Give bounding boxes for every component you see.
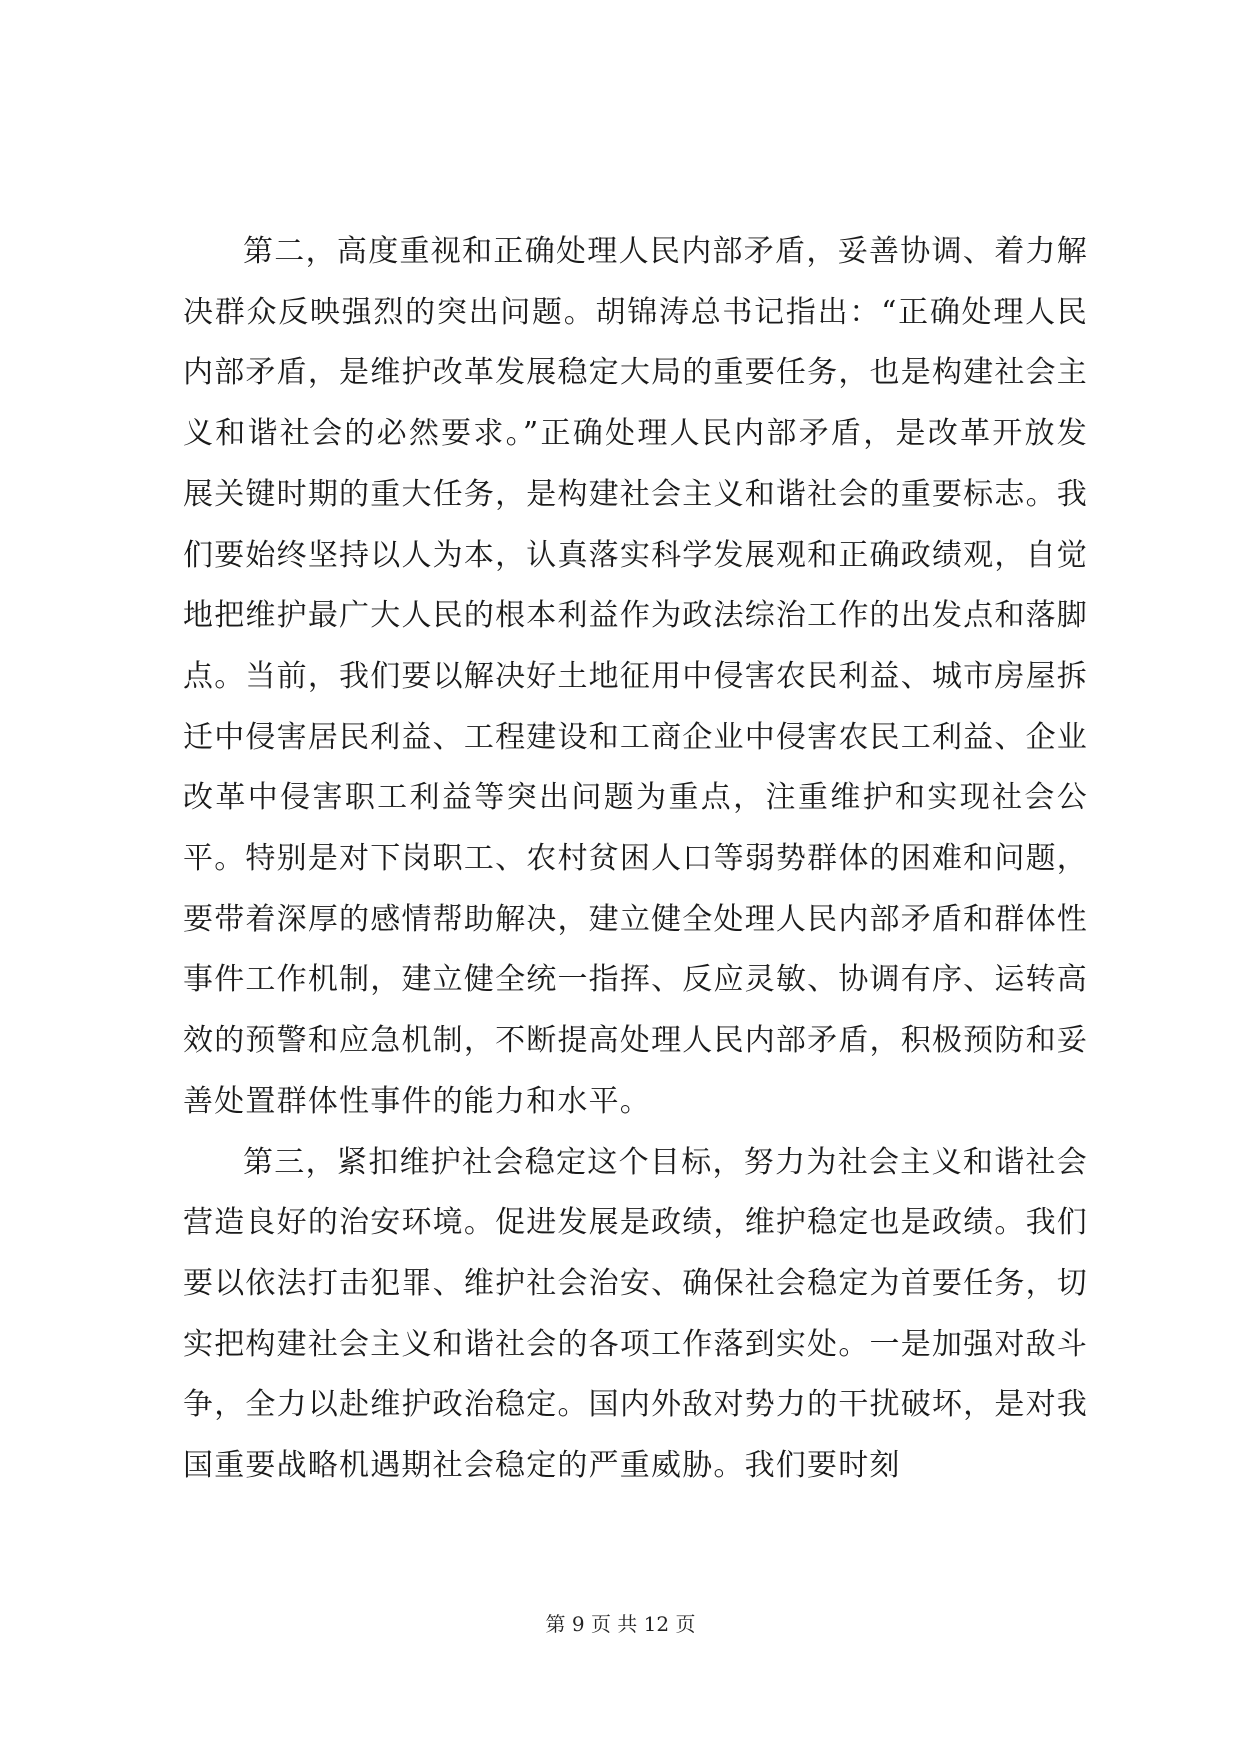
page-number-footer: 第 9 页 共 12 页 — [545, 1612, 696, 1636]
paragraph-third: 第三，紧扣维护社会稳定这个目标，努力为社会主义和谐社会营造良好的治安环境。促进发展是政绩，维护稳定也是政绩。我们要以依法打击犯罪、维护社会治安、确保社会稳定为首要任务，切实把构建社会主义和谐社会的各项工作落到实处。一是加强对敌斗争，全力以赴维护政治稳定。国内外敌对势力的干扰破坏，是对我国重要战略机遇期社会稳定的严重威胁。我们要时刻 — [183, 1144, 1088, 1484]
paragraph-second: 第二，高度重视和正确处理人民内部矛盾，妥善协调、着力解决群众反映强烈的突出问题。胡锦涛总书记指出：“正确处理人民内部矛盾，是维护改革发展稳定大局的重要任务，也是构建社会主义和谐社会的必然要求。”正确处理人民内部矛盾，是改革开放发展关键时期的重大任务，是构建社会主义和谐社会的重要标志。我们要始终坚持以人为本，认真落实科学发展观和正确政绩观，自觉地把维护最广大人民的根本利益作为政法综治工作的出发点和落脚点。当前，我们要以解决好土地征用中侵害农民利益、城市房屋拆迁中侵害居民利益、工程建设和工商企业中侵害农民工利益、企业改革中侵害职工利益等突出问题为重点，注重维护和实现社会公平。特别是对下岗职工、农村贫困人口等弱势群体的困难和问题，要带着深厚的感情帮助解决，建立健全处理人民内部矛盾和群体性事件工作机制，建立健全统一指挥、反应灵敏、协调有序、运转高效的预警和应急机制，不断提高处理人民内部矛盾，积极预防和妥善处置群体性事件的能力和水平。 — [183, 234, 1088, 1119]
document-body — [183, 222, 1088, 1497]
